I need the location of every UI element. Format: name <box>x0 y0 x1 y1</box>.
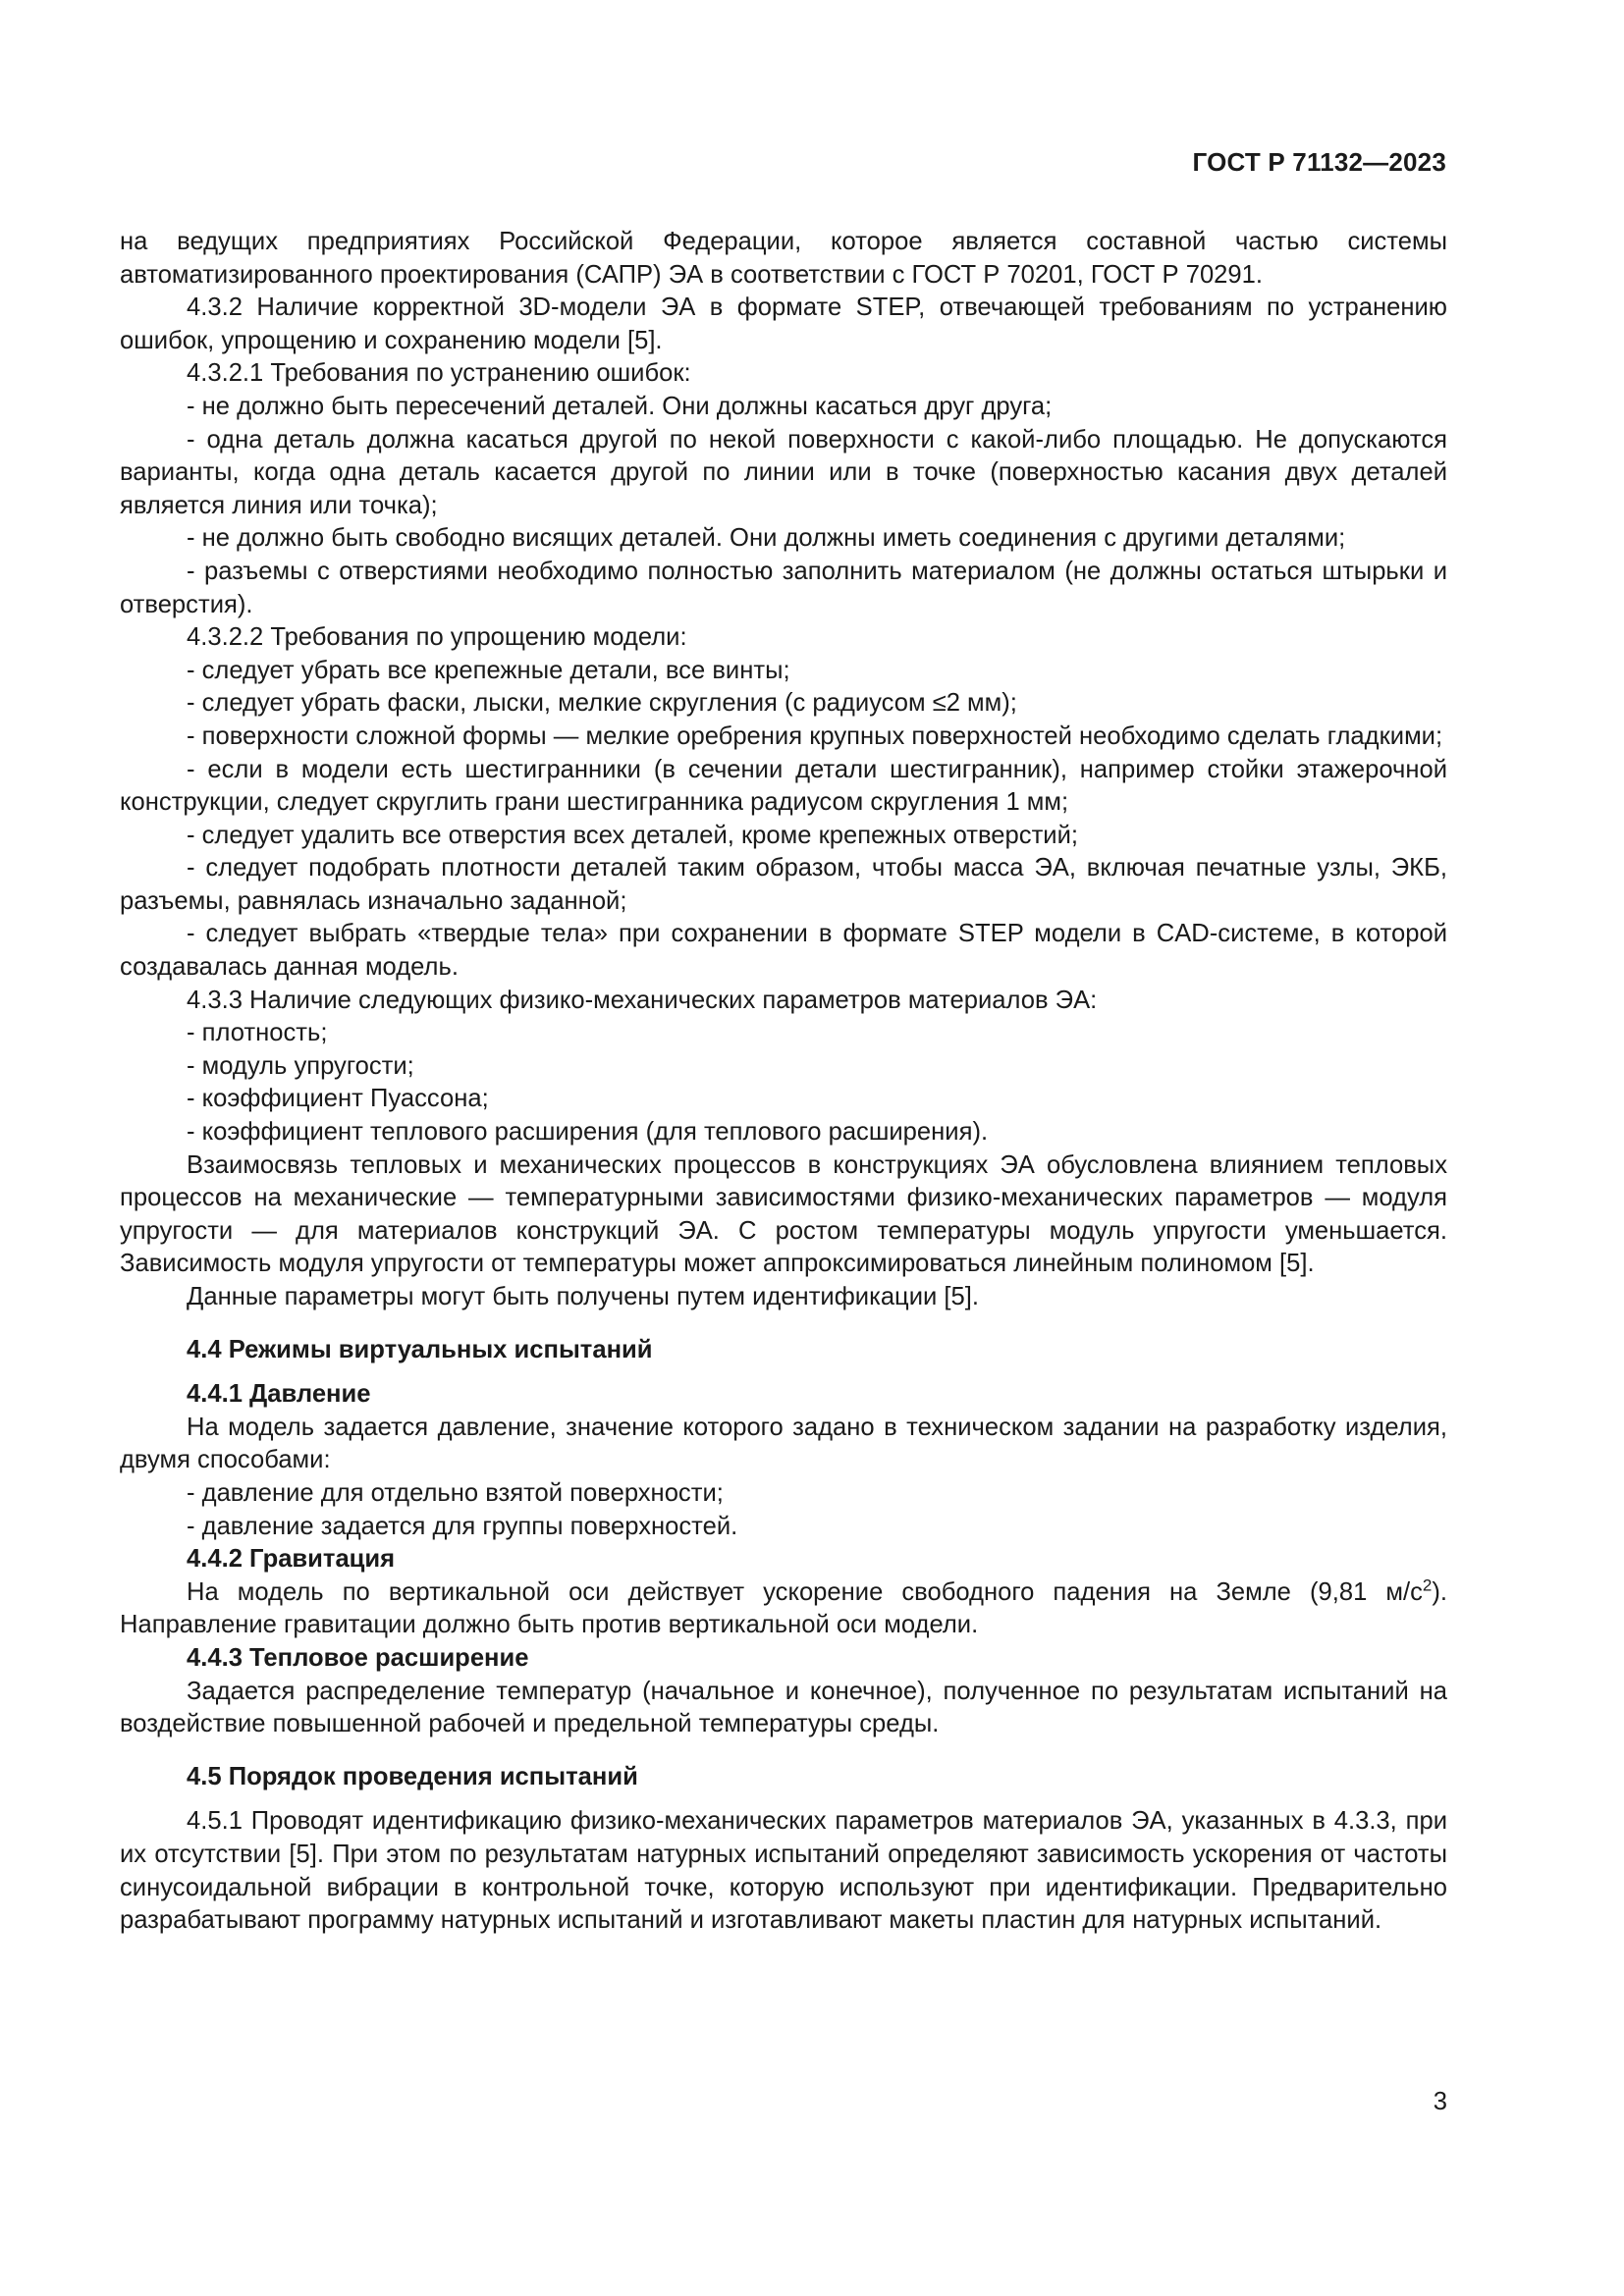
gravity-paragraph <box>120 1576 1447 1642</box>
section-heading-4-4: 4.4 Режимы виртуальных испытаний <box>187 1335 653 1363</box>
clause-4-3-2: 4.3.2 Наличие корректной 3D-модели ЭА в формате STEP, отвечающей требованиям по устранению ошибок, упрощению и сохранению модели [5]. <box>120 294 1447 354</box>
error-list-item: - разъемы с отверстиями необходимо полностью заполнить материалом (не должны остаться штырьки и отверстия). <box>120 557 1447 618</box>
pressure-list-item: - давление задается для группы поверхностей. <box>187 1512 738 1540</box>
error-list-item: - не должно быть пересечений деталей. Они должны касаться друг друга; <box>187 392 1053 420</box>
simplify-list-item: - следует выбрать «твердые тела» при сохранении в формате STEP модели в CAD-системе, в которой создавалась данная модель. <box>120 920 1447 982</box>
pressure-paragraph: На модель задается давление, значение которого задано в техническом задании на разработку изделия, двумя способами: <box>120 1413 1447 1474</box>
simplify-list-item: - следует убрать все крепежные детали, все винты; <box>187 656 790 684</box>
pressure-list-item: - давление для отдельно взятой поверхности; <box>187 1478 724 1507</box>
intro-paragraph: на ведущих предприятиях Российской Федерации, которое является составной частью системы автоматизированного проектирования (САПР) ЭА в соответствии с ГОСТ Р 70201, ГОСТ Р 70291. <box>120 228 1447 289</box>
clause-4-3-2-2: 4.3.2.2 Требования по упрощению модели: <box>187 623 687 652</box>
clause-4-3-3: 4.3.3 Наличие следующих физико-механических параметров материалов ЭА: <box>187 986 1098 1014</box>
section-heading-4-5: 4.5 Порядок проведения испытаний <box>187 1762 638 1790</box>
identification-paragraph: Данные параметры могут быть получены путем идентификации [5]. <box>187 1283 979 1310</box>
param-list-item: - плотность; <box>187 1019 328 1047</box>
subsection-heading-4-4-2: 4.4.2 Гравитация <box>187 1545 396 1574</box>
simplify-list-item: - поверхности сложной формы — мелкие оребрения крупных поверхностей необходимо сделать гладкими; <box>187 721 1443 750</box>
subsection-heading-4-4-3: 4.4.3 Тепловое расширение <box>187 1643 529 1672</box>
gravity-text-tail: ). Направление гравитации должно быть против вертикальной оси модели. <box>120 1577 1447 1639</box>
relation-paragraph: Взаимосвязь тепловых и механических процессов в конструкциях ЭА обусловлена влиянием тепловых процессов на механические — температурными зависимостями физико-механических параметров — модуля упругости — для материалов конструкций ЭА. С ростом температуры модуль упругости уменьшается. Зависимость модуля упругости от температуры может аппроксимироваться линейным полиномом [5]. <box>120 1150 1447 1278</box>
param-list-item: - коэффициент теплового расширения (для теплового расширения). <box>187 1118 989 1147</box>
clause-4-3-2-1: 4.3.2.1 Требования по устранению ошибок: <box>187 359 691 388</box>
param-list-item: - коэффициент Пуассона; <box>187 1085 489 1113</box>
simplify-list-item: - следует подобрать плотности деталей таким образом, чтобы масса ЭА, включая печатные узлы, ЭКБ, разъемы, равнялась изначально заданной; <box>120 854 1447 915</box>
simplify-list-item: - если в модели есть шестигранники (в сечении детали шестигранник), например стойки этажерочной конструкции, следует скруглить грани шестигранника радиусом скругления 1 мм; <box>120 755 1447 817</box>
clause-4-5-1: 4.5.1 Проводят идентификацию физико-механических параметров материалов ЭА, указанных в 4.3.3, при их отсутствии [5]. При этом по результатам натурных испытаний определяют зависимость ускорения от частоты синусоидальной вибрации в контрольной точке, которую используют при идентификации. Предварительно разрабатывают программу натурных испытаний и изготавливают макеты пластин для натурных испытаний. <box>120 1807 1447 1935</box>
gravity-superscript: 2 <box>1422 1575 1433 1595</box>
simplify-list-item: - следует удалить все отверстия всех деталей, кроме крепежных отверстий; <box>187 821 1079 849</box>
document-body <box>120 226 1447 1938</box>
thermal-paragraph: Задается распределение температур (начальное и конечное), полученное по результатам испытаний на воздействие повышенной рабочей и предельной температуры среды. <box>120 1677 1447 1738</box>
document-code-header: ГОСТ Р 71132—2023 <box>1192 147 1446 177</box>
error-list-item: - одна деталь должна касаться другой по некой поверхности с какой-либо площадью. Не допускаются варианты, когда одна деталь касается другой по линии или в точке (поверхностью касания двух деталей является линия или точка); <box>120 425 1447 519</box>
error-list-item: - не должно быть свободно висящих деталей. Они должны иметь соединения с другими деталями; <box>187 524 1346 553</box>
subsection-heading-4-4-1: 4.4.1 Давление <box>187 1380 371 1409</box>
simplify-list-item: - следует убрать фаски, лыски, мелкие скругления (с радиусом ≤2 мм); <box>187 689 1017 718</box>
page-number: 3 <box>1433 2088 1447 2115</box>
gravity-text: На модель по вертикальной оси действует ускорение свободного падения на Земле (9,81 м/с <box>187 1577 1423 1606</box>
param-list-item: - модуль упругости; <box>187 1051 414 1080</box>
